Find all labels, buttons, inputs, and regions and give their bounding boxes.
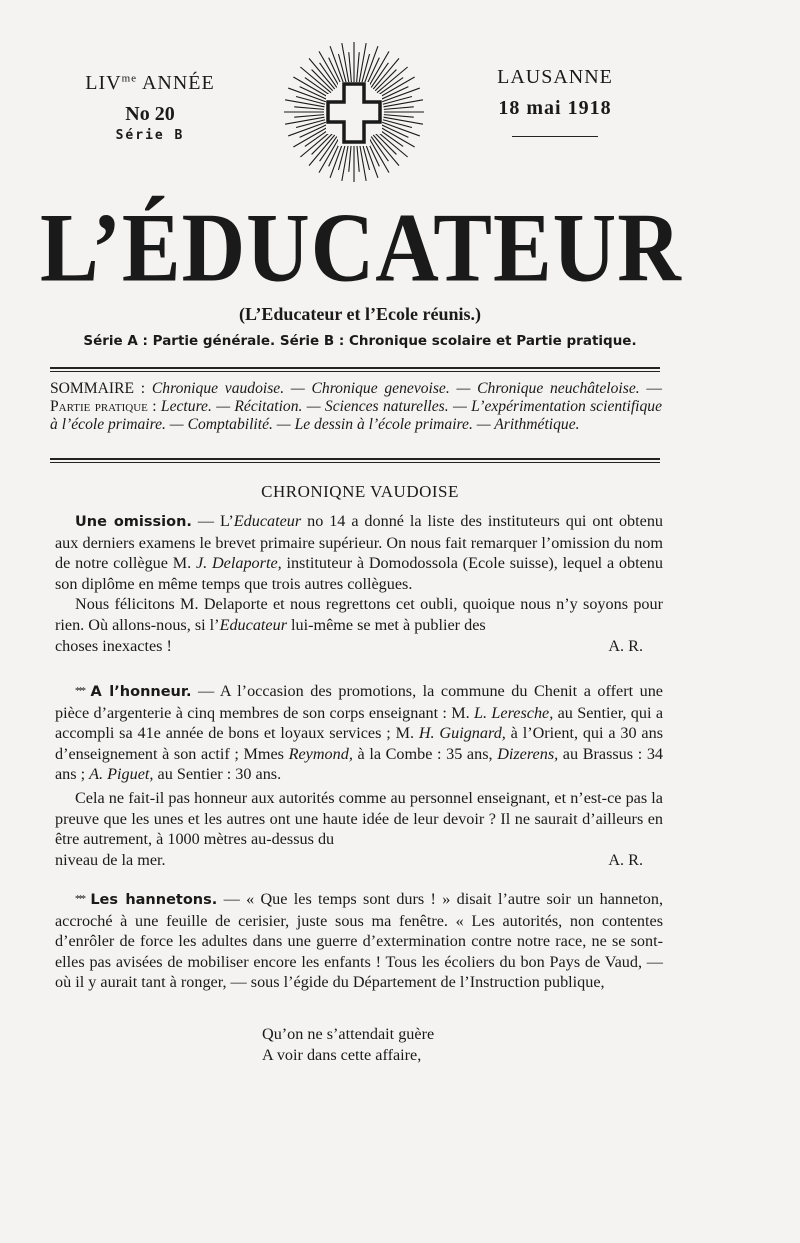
article-heading: Une omission. [75,514,192,530]
emblem-ray [349,52,352,82]
emblem-ray [359,43,366,82]
emblem-ray [319,51,339,86]
article-heading: A l’honneur. [90,684,192,700]
emblem-ray [312,133,333,154]
emblem-ray [359,142,366,181]
journal-subtitle: (L’Educateur et l’Ecole réunis.) [239,304,481,324]
emblem-ray [384,100,423,107]
emblem-ray [384,107,414,110]
toc-partie-pratique: Partie pratique [50,398,148,415]
article-heading: Les hannetons. [90,892,218,908]
issue-series: Série B [115,128,185,143]
emblem-ray [294,115,324,118]
issue-info [60,72,240,143]
emblem-ray [380,77,415,97]
journal-title: L’ÉDUCATEUR [40,194,682,304]
emblem-ray [342,142,349,181]
verse-quote [262,1024,434,1065]
divider [512,136,598,137]
signature-line: niveau de la mer. A. R. [55,850,643,869]
volume-year: $LIV^{me}$ ANNÉE [85,72,215,94]
issue-number: No 20 [125,103,175,125]
emblem-ray [369,51,389,86]
emblem-ray [319,138,339,173]
radiant-cross-emblem [282,40,426,184]
emblem-ray [375,70,396,91]
double-rule [50,367,660,372]
series-description: Série A : Partie générale. Série B : Chronique scolaire et Partie pratique. [83,333,637,349]
emblem-ray [375,133,396,154]
emblem-ray [369,138,389,173]
double-rule [50,458,660,463]
emblem-ray [342,43,349,82]
article-paragraph: Nous félicitons M. Delaporte et nous regrettons cet oubli, quoique nous n’y soyons pour rien. Où allons-nous, si l’Educateur lui-même se met à publier des [55,595,663,634]
article-paragraph: *** A l’honneur. — A l’occasion des promotions, la commune du Chenit a offert une pièce d’argenterie à cinq membres de son corps enseignant : M. L. Leresche, au Sentier, qui a accompli sa 41e année de bons et loyaux services ; M. H. Guignard, à l’Orient, qui a 30 ans d’enseignement à son actif ; Mmes Reymond, à la Combe : 35 ans, Dizerens, au Brassus : 34 ans ; A. Piguet, au Sentier : 30 ans. [55,682,664,784]
table-of-contents: SOMMAIRE : Chronique vaudoise. — Chronique genevoise. — Chronique neuchâteloise. — Partie pratique : Lecture. — Récitation. — Sciences naturelles. — L’expérimentation scientifique à l’école primaire. — Comptabilité. — Le dessin à l’école primaire. — Arithmétique. [50,380,663,433]
emblem-ray [293,127,328,147]
article-paragraph: *** Les hannetons. — « Que les temps sont durs ! » disait l’autre soir un hanneton, accroché à une feuille de cerisier, juste sous ma fenêtre. « Les autorités, non contentes d’enrôler de force les adultes dans une guerre d’extermination contre notre race, ne se sont-elles pas avisées de mobiliser encore les enfants ! Tous les écoliers du bon Pays de Vaud, — où il y aurait tant à ronger, — sous l’égide du Département de l’Instruction publique, [55,890,664,992]
emblem-ray [285,117,324,124]
emblem-ray [380,127,415,147]
emblem-ray [349,142,352,172]
issue-date: 18 mai 1918 [498,97,612,119]
article-paragraph: Cela ne fait-il pas honneur aux autorités comme au personnel enseignant, et n’est-ce pas la preuve que les unes et les autres ont une haute idée de leur devoir ? Il ne saurait d’ailleurs en être autrement, à 1000 mètres au-dessus du [55,788,663,849]
signature-line: choses inexactes ! A. R. [55,636,643,655]
article-a-l-honneur [55,681,663,870]
place-date [470,66,640,137]
signature: A. R. [608,636,643,655]
emblem-ray [294,107,324,110]
emblem-ray [384,115,414,118]
signature: A. R. [608,850,643,869]
toc-chroniques: Chronique vaudoise. — Chronique genevoise. — Chronique neuchâteloise. [151,380,640,397]
toc-label: SOMMAIRE : [50,380,146,397]
asterism: *** [75,686,84,697]
emblem-ray [357,52,360,82]
article-une-omission [55,511,663,656]
toc-pratique-items: Lecture. — Récitation. — Sciences naturelles. — L’expérimentation scientifique à l’école primaire. — Comptabilité. — Le dessin à l’école primaire. — Arithmétique. [50,398,663,433]
city: LAUSANNE [497,66,613,88]
emblem-ray [285,100,324,107]
emblem-ray [312,70,333,91]
emblem-ray [357,142,360,172]
verse-line: Qu’on ne s’attendait guère [262,1025,435,1043]
verse-line: A voir dans cette affaire, [262,1045,422,1064]
article-les-hannetons [55,889,663,993]
section-title: CHRONIQNE VAUDOISE [261,482,459,501]
emblem-ray [293,77,328,97]
asterism: *** [75,894,84,905]
article-paragraph: Une omission. — L’Educateur no 14 a donné la liste des instituteurs qui ont obtenu aux derniers examens le brevet primaire supérieur. On nous fait remarquer l’omission du nom de notre collègue M. J. Delaporte, instituteur à Domodossola (Ecole suisse), lequel a obtenu son diplôme en même temps que trois autres collègues. [55,512,664,593]
emblem-ray [384,117,423,124]
